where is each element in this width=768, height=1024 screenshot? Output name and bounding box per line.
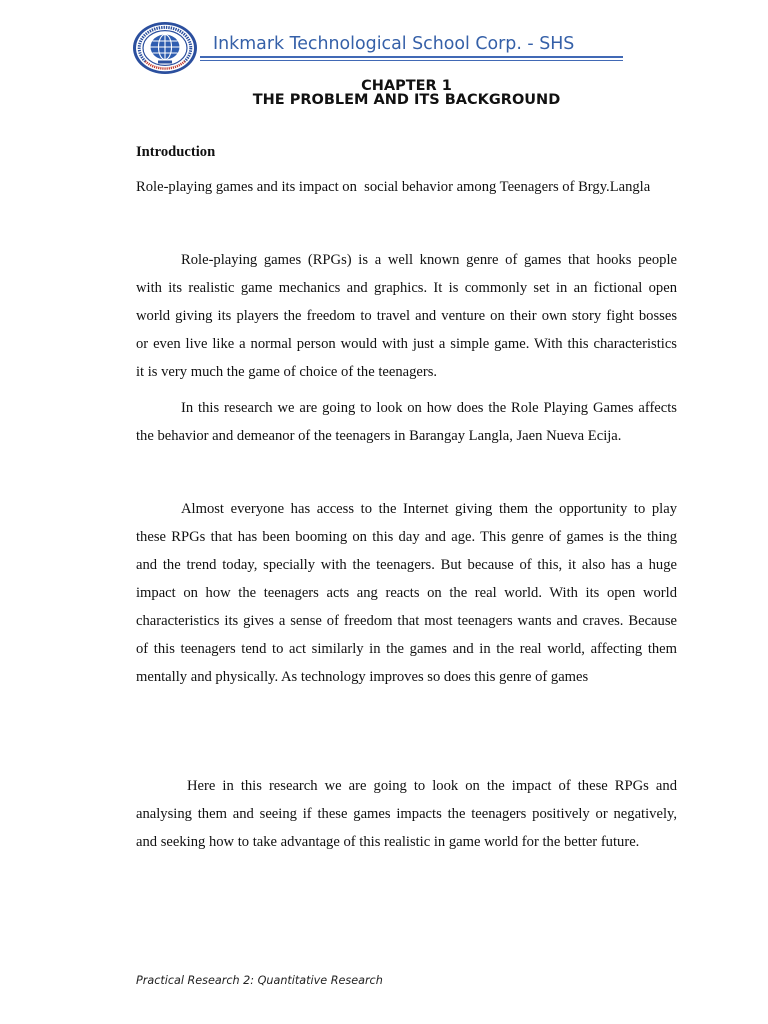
body-paragraph-4 bbox=[136, 772, 677, 856]
paragraph-line: mentally and physically. As technology improves so does this genre of games bbox=[136, 669, 589, 685]
paragraph-line: the behavior and demeanor of the teenagers in Barangay Langla, Jaen Nueva Ecija. bbox=[136, 428, 622, 444]
paragraph-line: Role-playing games (RPGs) is a well known genre of games that hooks people bbox=[181, 252, 677, 268]
paragraph-line: and seeking how to take advantage of this realistic in game world for the better future. bbox=[136, 834, 640, 850]
school-seal-logo bbox=[132, 21, 198, 75]
body-paragraph-2 bbox=[136, 394, 677, 450]
research-topic: Role-playing games and its impact on social behavior among Teenagers of Brgy.Langla bbox=[136, 179, 651, 195]
section-heading: Introduction bbox=[136, 144, 216, 160]
school-name-header: Inkmark Technological School Corp. - SHS bbox=[213, 34, 575, 54]
paragraph-line: world giving its players the freedom to travel and venture on their own story fight bosses bbox=[136, 308, 677, 324]
paragraph-line: or even live like a normal person would with just a simple game. With this characteristics bbox=[136, 336, 677, 352]
paragraph-line: Almost everyone has access to the Internet giving them the opportunity to play bbox=[181, 501, 677, 517]
chapter-number: CHAPTER 1 bbox=[361, 78, 452, 94]
paragraph-line: analysing them and seeing if these games impacts the teenagers positively or negatively, bbox=[136, 806, 677, 822]
body-paragraph-3 bbox=[136, 495, 677, 691]
body-paragraph-1 bbox=[136, 246, 677, 386]
header-double-rule bbox=[200, 56, 623, 61]
paragraph-line: it is very much the game of choice of the teenagers. bbox=[136, 364, 438, 380]
chapter-title: THE PROBLEM AND ITS BACKGROUND bbox=[252, 92, 561, 108]
paragraph-line: of this teenagers tend to act similarly in the games and in the real world, affecting them bbox=[136, 641, 677, 657]
paragraph-line: with its realistic game mechanics and graphics. It is commonly set in an fictional open bbox=[136, 280, 677, 296]
paragraph-line: these RPGs that has been booming on this day and age. This genre of games is the thing bbox=[136, 529, 677, 545]
paragraph-line: and the trend today, specially with the teenagers. But because of this, it also has a huge bbox=[136, 557, 677, 573]
paragraph-line: Here in this research we are going to look on the impact of these RPGs and bbox=[187, 778, 677, 794]
paragraph-line: impact on how the teenagers acts ang reacts on the real world. With its open world bbox=[136, 585, 677, 601]
page-footer-course: Practical Research 2: Quantitative Research bbox=[136, 974, 383, 987]
paragraph-line: characteristics its gives a sense of freedom that most teenagers wants and craves. Because bbox=[136, 613, 677, 629]
paragraph-line: In this research we are going to look on how does the Role Playing Games affects bbox=[181, 400, 677, 416]
